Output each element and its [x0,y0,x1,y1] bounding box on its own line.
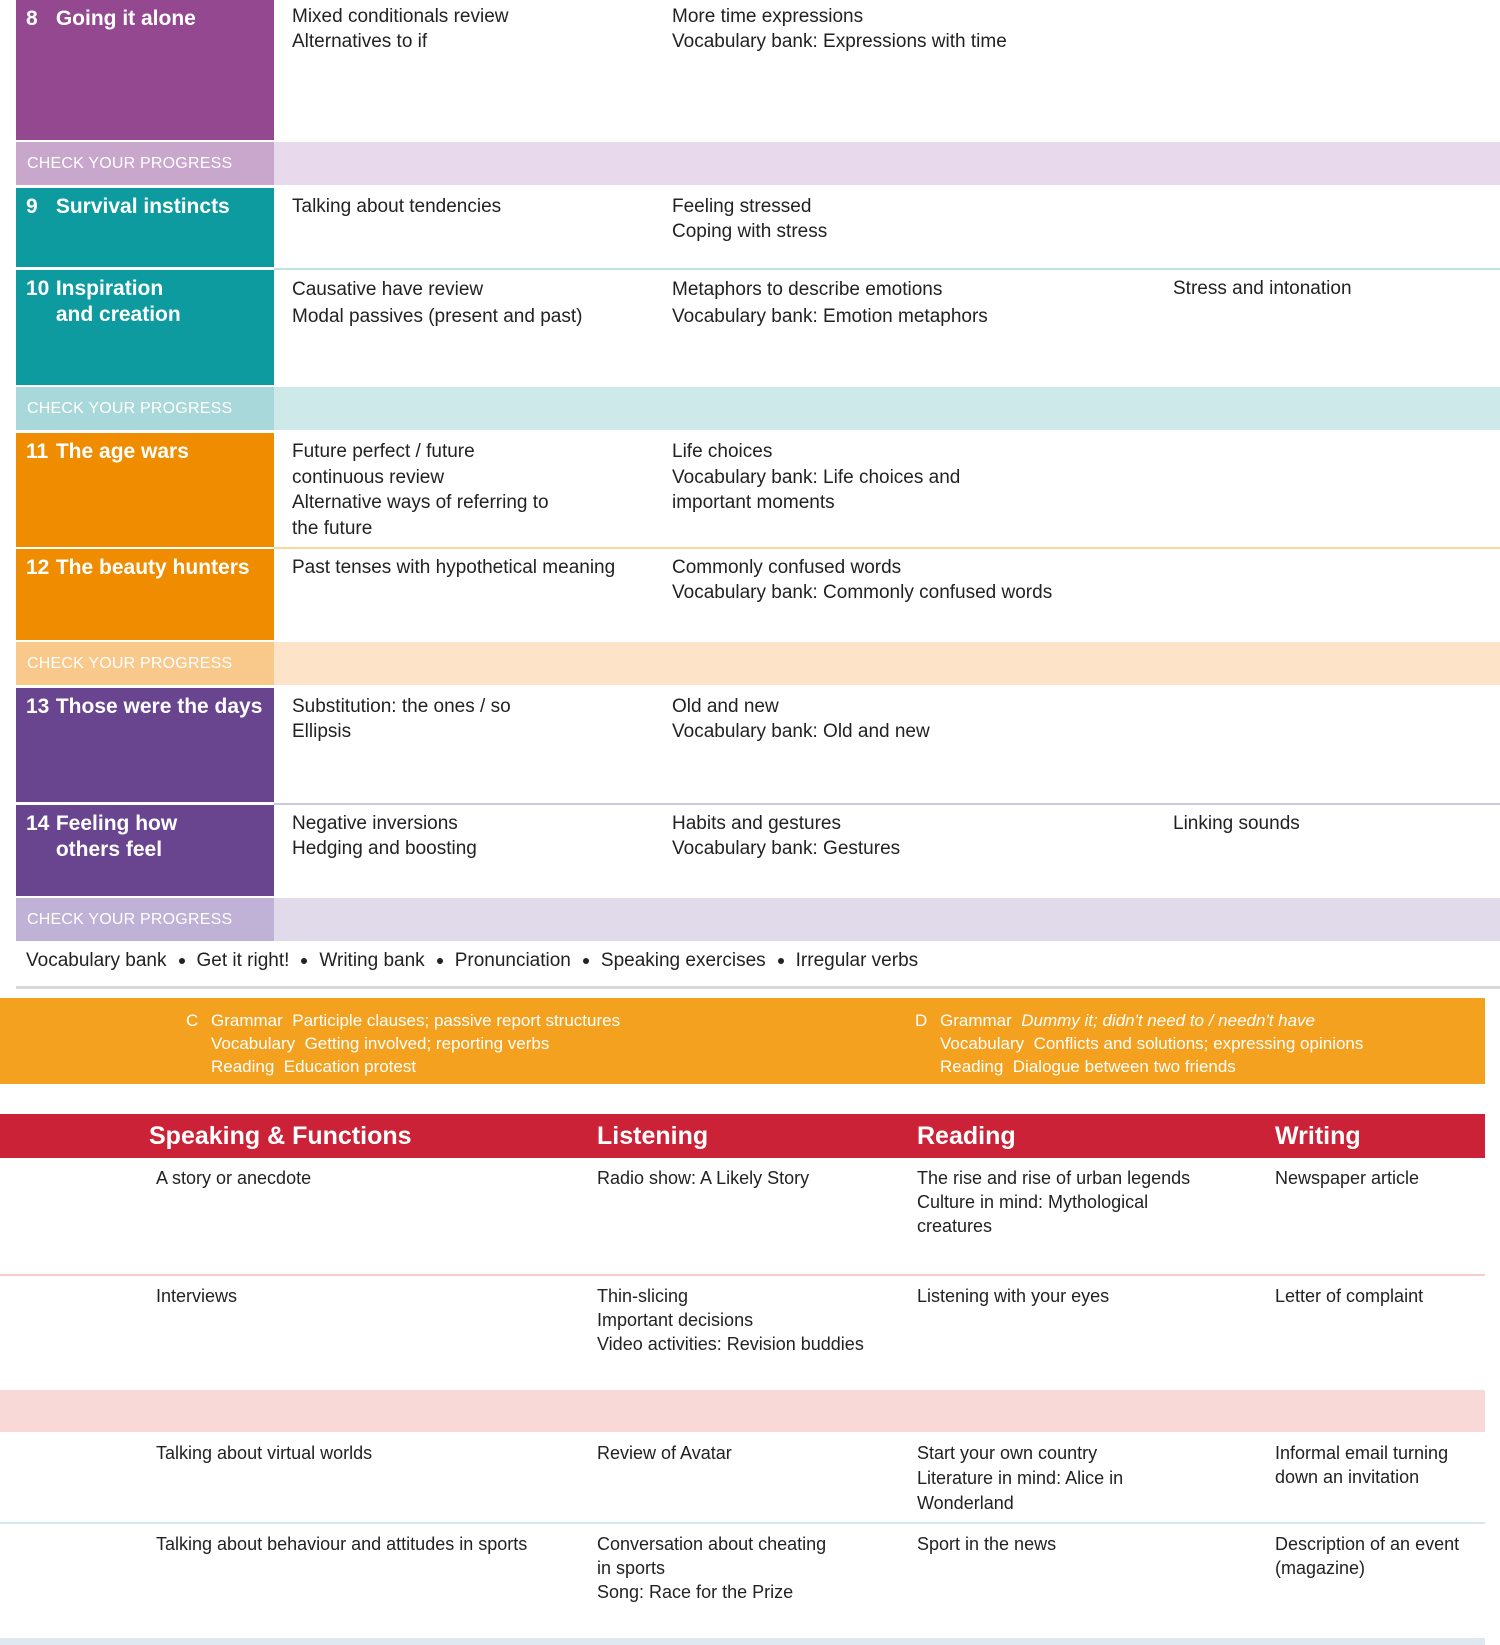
unit-number: 12 [26,556,50,579]
unit-number: 14 [26,812,50,835]
review-label: Grammar [211,1011,283,1030]
bullet-icon [179,958,185,964]
review-letter: D [915,1011,928,1030]
unit-title: The age wars [55,440,189,463]
vocabulary-cell: Habits and gestures Vocabulary bank: Gestures [672,813,901,859]
unit-title: Those were the days [55,695,263,718]
unit-title: The beauty hunters [55,556,250,579]
speaking-cell: A story or anecdote [156,1168,312,1188]
bullet-icon [583,958,589,964]
unit-title-cell [16,805,274,896]
review-banner [0,998,1485,1084]
row-divider [0,1274,1485,1276]
row-divider [0,1522,1485,1524]
review-label: Reading [211,1057,275,1076]
review-letter: C [186,1011,199,1030]
writing-cell: Description of an event (magazine) [1275,1534,1460,1578]
listening-cell: Thin-slicing Important decisions Video activities: Revision buddies [597,1286,864,1354]
review-text: Dummy it; didn't need to / needn't have [1021,1011,1316,1030]
writing-cell: Letter of complaint [1275,1286,1424,1306]
check-progress-label: CHECK YOUR PROGRESS [16,142,274,185]
unit-title: Feeling how others feel [55,812,178,861]
unit-number: 10 [26,277,50,300]
skills-header [0,1114,1485,1158]
unit-number: 13 [26,695,50,718]
header-listening: Listening [597,1122,709,1150]
unit-number: 9 [26,195,38,218]
unit-number: 8 [26,7,38,30]
speaking-cell: Talking about behaviour and attitudes in sports [156,1534,528,1554]
header-speaking: Speaking & Functions [149,1122,412,1150]
grammar-cell: Future perfect / future continuous review Alternative ways of referring to the future [292,441,549,539]
grammar-cell: Causative have review Modal passives (present and past) [292,279,583,327]
listening-cell: Conversation about cheating in sports Song: Race for the Prize [597,1534,827,1602]
check-progress-label: CHECK YOUR PROGRESS [16,898,274,941]
review-label: Vocabulary [940,1034,1025,1053]
unit-title-cell [16,549,274,640]
link-get-it-right: Get it right! [196,950,290,971]
unit-title: Inspiration and creation [55,277,181,326]
link-vocabulary-bank: Vocabulary bank [26,950,167,971]
unit-number: 11 [26,440,49,463]
bullet-icon [778,958,784,964]
grammar-cell: Negative inversions Hedging and boosting [292,813,477,859]
vocabulary-cell: Metaphors to describe emotions Vocabulary bank: Emotion metaphors [672,279,988,327]
writing-cell: Informal email turning down an invitation [1275,1443,1449,1487]
unit-title: Going it alone [55,7,196,30]
vocabulary-cell: More time expressions Vocabulary bank: Expressions with time [672,6,1007,52]
pronunciation-cell: Stress and intonation [1173,278,1352,299]
link-writing-bank: Writing bank [319,950,425,971]
review-text: Getting involved; reporting verbs [304,1034,550,1053]
grammar-cell: Substitution: the ones / so Ellipsis [292,696,511,742]
section-divider [16,986,1500,989]
review-text: Participle clauses; passive report structures [292,1011,621,1030]
grammar-cell: Past tenses with hypothetical meaning [292,557,616,578]
link-pronunciation: Pronunciation [454,950,571,971]
review-text: Dialogue between two friends [1012,1057,1236,1076]
appendix-links [26,950,918,972]
unit-title-cell [16,270,274,385]
writing-cell: Newspaper article [1275,1168,1420,1188]
unit-title-cell [16,688,274,802]
grammar-cell: Talking about tendencies [292,196,502,217]
review-d-block [915,1009,1363,1078]
vocabulary-cell: Life choices Vocabulary bank: Life choices and important moments [672,441,961,513]
review-c-block [186,1009,620,1078]
reading-cell: Listening with your eyes [917,1286,1110,1306]
pronunciation-cell: Linking sounds [1173,813,1300,834]
unit-title-cell [16,433,274,547]
review-label: Grammar [940,1011,1012,1030]
reading-cell: The rise and rise of urban legends Culture in mind: Mythological creatures [917,1168,1191,1236]
vocabulary-cell: Feeling stressed Coping with stress [672,196,828,242]
check-progress-band [16,142,1500,185]
grammar-cell: Mixed conditionals review Alternatives to if [292,6,509,52]
speaking-cell: Talking about virtual worlds [156,1443,373,1463]
check-progress-band [16,898,1500,941]
reading-cell: Start your own country Literature in mind: Alice in Wonderland [917,1443,1124,1513]
listening-cell: Review of Avatar [597,1443,732,1463]
header-writing: Writing [1275,1122,1361,1150]
check-progress-label: CHECK YOUR PROGRESS [16,642,274,685]
review-label: Vocabulary [211,1034,296,1053]
check-progress-band [16,387,1500,430]
check-progress-band [16,642,1500,685]
unit-title-cell [16,0,274,140]
bullet-icon [301,958,307,964]
vocabulary-cell: Commonly confused words Vocabulary bank: Commonly confused words [672,557,1053,603]
bullet-icon [437,958,443,964]
review-text: Conflicts and solutions; expressing opinions [1033,1034,1364,1053]
header-reading: Reading [917,1122,1016,1150]
review-label: Reading [940,1057,1004,1076]
unit-title: Survival instincts [55,195,230,218]
progress-band [0,1390,1485,1432]
review-text: Education protest [283,1057,417,1076]
vocabulary-cell: Old and new Vocabulary bank: Old and new [672,696,930,742]
unit-title-cell [16,188,274,267]
speaking-cell: Interviews [156,1286,238,1306]
reading-cell: Sport in the news [917,1534,1057,1554]
link-speaking-exercises: Speaking exercises [600,950,766,971]
check-progress-label: CHECK YOUR PROGRESS [16,387,274,430]
listening-cell: Radio show: A Likely Story [597,1168,810,1188]
bottom-rule [0,1638,1485,1645]
link-irregular-verbs: Irregular verbs [795,950,919,971]
